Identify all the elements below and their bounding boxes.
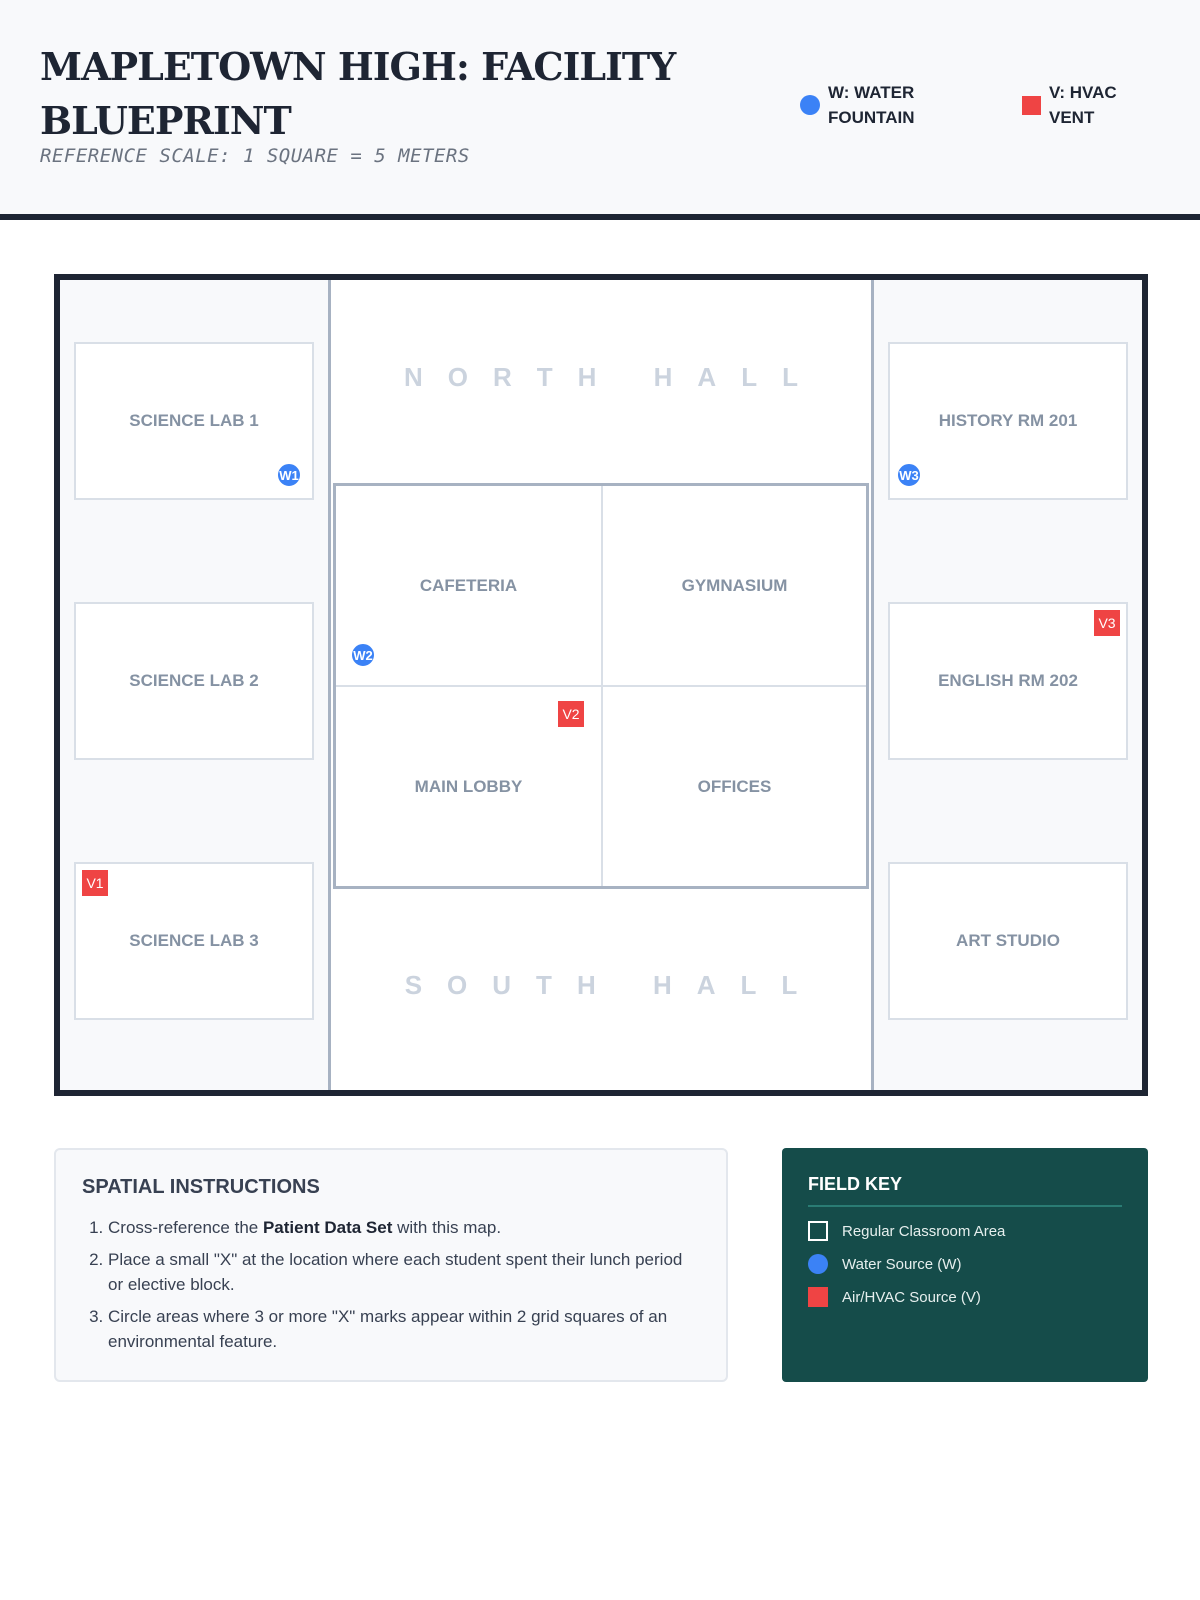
room-label: GYMNASIUM (681, 575, 788, 595)
room-label: ENGLISH RM 202 (938, 671, 1078, 690)
room-science-lab-3[interactable] (74, 862, 314, 1020)
legend-label: V: HVAC VENT (1049, 83, 1117, 127)
field-key-item-classroom (808, 1221, 1122, 1241)
water-fountain-marker-w2[interactable]: W2 (350, 642, 376, 668)
instructions-list (82, 1215, 700, 1354)
hvac-vent-icon (1022, 96, 1041, 115)
instruction-item-2: 2. Place a small "X" at the location where each student spent their lunch period or elective block. (108, 1247, 700, 1297)
central-core (333, 483, 869, 889)
instruction-item-3: 3. Circle areas where 3 or more "X" marks appear within 2 grid squares of an environmental feature. (108, 1304, 700, 1354)
room-english-rm-202[interactable] (888, 602, 1128, 760)
instruction-text: Cross-reference the (108, 1218, 263, 1237)
header (0, 0, 1200, 220)
hvac-source-icon (808, 1287, 828, 1307)
room-gymnasium[interactable] (603, 486, 866, 685)
north-hall-label: NORTH HALL (404, 362, 823, 392)
field-key-label: Regular Classroom Area (842, 1222, 1006, 1240)
water-fountain-marker-w3[interactable]: W3 (896, 462, 922, 488)
water-source-icon (808, 1254, 828, 1274)
room-science-lab-2[interactable] (74, 602, 314, 760)
room-label: CAFETERIA (419, 575, 518, 595)
legend-hvac-vent (1022, 80, 1139, 130)
room-label: OFFICES (697, 776, 772, 796)
water-fountain-marker-w1[interactable]: W1 (276, 462, 302, 488)
room-main-lobby[interactable] (336, 687, 601, 886)
spatial-instructions-panel (54, 1148, 728, 1382)
hvac-vent-marker-v3[interactable]: V3 (1094, 610, 1120, 636)
room-label: SCIENCE LAB 3 (129, 931, 259, 950)
field-key-label: Water Source (W) (842, 1255, 962, 1273)
scale-note: REFERENCE SCALE: 1 SQUARE = 5 METERS (40, 145, 470, 167)
room-label: SCIENCE LAB 1 (129, 411, 259, 430)
hvac-vent-marker-v1[interactable]: V1 (82, 870, 108, 896)
room-offices[interactable] (603, 687, 866, 886)
instruction-item-1 (108, 1215, 700, 1240)
room-label: MAIN LOBBY (414, 776, 523, 796)
field-key-panel (782, 1148, 1148, 1382)
room-history-rm-201[interactable] (888, 342, 1128, 500)
legend-water-fountain (800, 80, 938, 130)
hvac-vent-marker-v2[interactable]: V2 (558, 701, 584, 727)
patient-data-set-emphasis: Patient Data Set (262, 1218, 393, 1237)
instructions-title: SPATIAL INSTRUCTIONS (82, 1176, 320, 1198)
classroom-box-icon (808, 1221, 828, 1241)
water-fountain-icon (800, 95, 820, 115)
field-key-title: FIELD KEY (808, 1174, 1122, 1207)
field-key-item-water (808, 1254, 1122, 1274)
room-science-lab-1[interactable] (74, 342, 314, 500)
room-label: HISTORY RM 201 (938, 411, 1078, 430)
floor-plan (54, 274, 1148, 1096)
room-label: SCIENCE LAB 2 (129, 671, 259, 690)
room-art-studio[interactable] (888, 862, 1128, 1020)
field-key-label: Air/HVAC Source (V) (842, 1288, 981, 1306)
legend-label: W: WATER FOUNTAIN (828, 83, 915, 127)
field-key-item-hvac (808, 1287, 1122, 1307)
south-hall-label: SOUTH HALL (404, 970, 823, 1000)
page-title: MAPLETOWN HIGH: FACILITY BLUEPRINT (40, 44, 676, 143)
instruction-text: with this map. (392, 1218, 502, 1237)
room-label: ART STUDIO (956, 931, 1060, 950)
room-cafeteria[interactable] (336, 486, 601, 685)
